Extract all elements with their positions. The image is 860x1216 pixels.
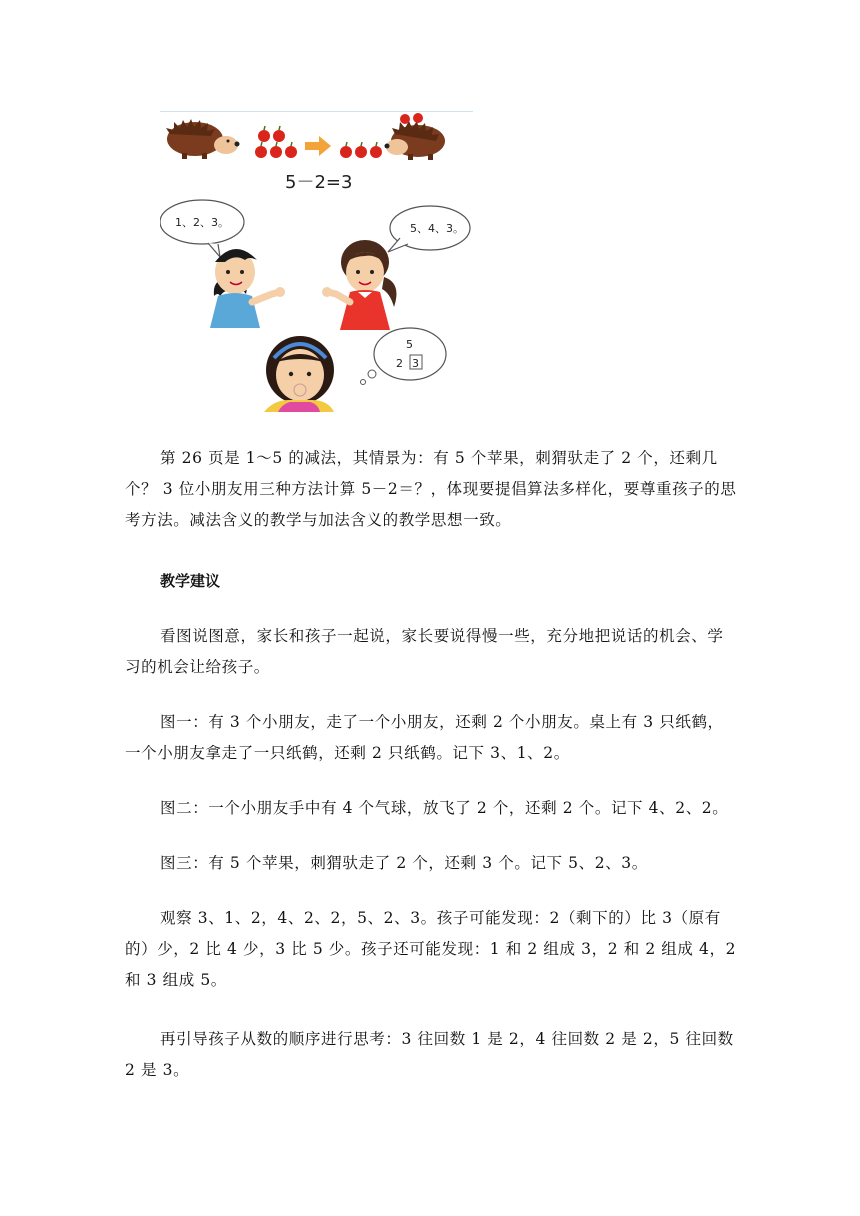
thought-bubble-left [160,200,244,257]
bubble-bottom-top-text: 5 [406,338,413,351]
arrow-right-icon [305,136,331,156]
textbook-illustration [160,111,473,412]
apples-left-icon [255,126,297,158]
girl-figure [322,240,396,330]
paragraph-1: 看图说图意，家长和孩子一起说，家长要说得慢一些，充分地把说话的机会、学习的机会让给孩子。 [125,627,724,676]
hedgehog-right-icon [385,113,446,160]
bubble-bottom-box-text: 3 [412,357,419,370]
paragraph-2: 图一：有 3 个小朋友，走了一个小朋友，还剩 2 个小朋友。桌上有 3 只纸鹤，一个小朋友拿走了一只纸鹤，还剩 2 只纸鹤。记下 3、1、2。 [125,713,724,762]
bubble-right-text: 5、4、3。 [410,222,464,235]
paragraph-3: 图二：一个小朋友手中有 4 个气球，放飞了 2 个，还剩 2 个。记下 4、2、2。 [160,799,729,817]
bubble-left-text: 1、2、3。 [175,216,229,229]
girl-thinking-figure [264,336,334,412]
bubble-bottom-left-text: 2 [396,357,403,370]
apples-right-icon [340,142,382,158]
boy-figure [210,249,285,328]
hedgehog-left-icon [166,119,240,159]
intro-paragraph: 第 26 页是 1～5 的减法，其情景为：有 5 个苹果，刺猬驮走了 2 个，还剩几个？ 3 位小朋友用三种方法计算 5－2＝？，体现要提倡算法多样化，要尊重孩子的思考方法。减法含义的教学与加法含义的教学思想一致。 [125,449,737,529]
paragraph-4: 图三：有 5 个苹果，刺猬驮走了 2 个，还剩 3 个。记下 5、2、3。 [160,854,648,872]
section-heading: 教学建议 [160,572,221,590]
thought-bubble-bottom [361,328,447,385]
paragraph-6: 再引导孩子从数的顺序进行思考：3 往回数 1 是 2，4 往回数 2 是 2，5 往回数 2 是 3。 [125,1030,734,1079]
paragraph-5: 观察 3、1、2，4、2、2，5、2、3。孩子可能发现：2（剩下的）比 3（原有的）少，2 比 4 少，3 比 5 少。孩子还可能发现：1 和 2 组成 3，2 和 2 组成 4，2 和 3 组成 5。 [125,909,737,989]
equation-text: 5－2=3 [285,172,353,193]
thought-bubble-right [388,206,470,252]
